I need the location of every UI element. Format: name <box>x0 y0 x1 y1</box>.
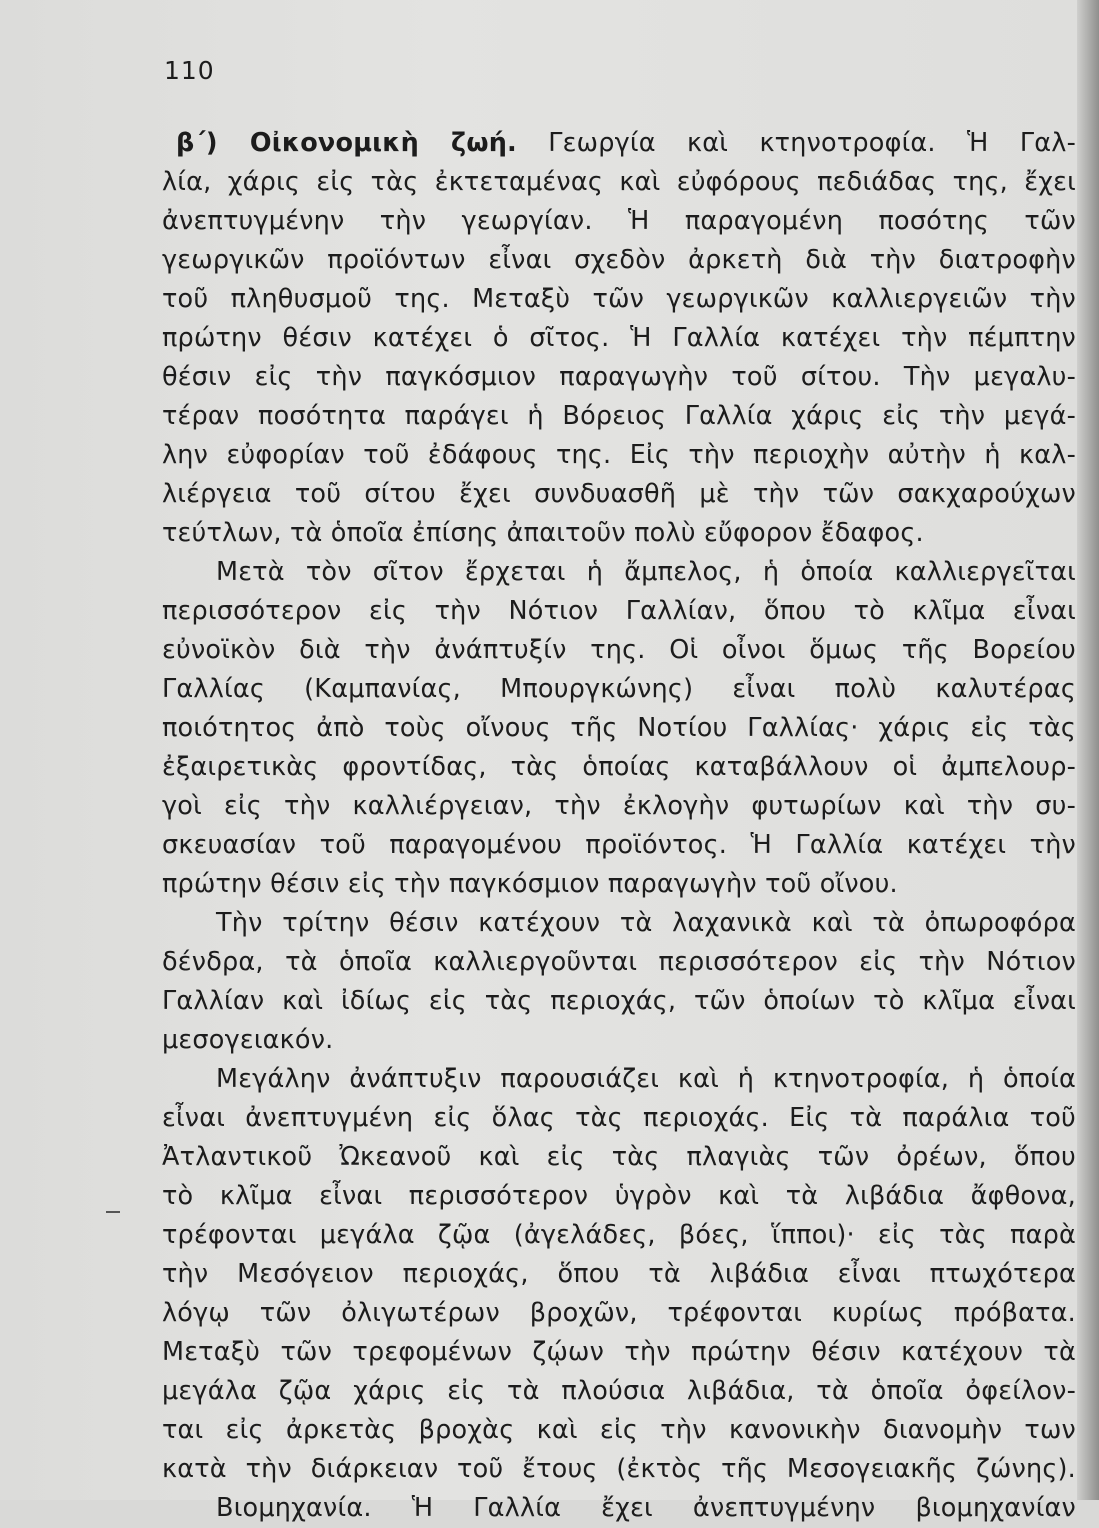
text-line: εὐνοϊκὸν διὰ τὴν ἀνάπτυξίν της. Οἱ οἶνοι ὅμως τῆς Βορείου <box>162 635 1076 665</box>
text-line: ἀνεπτυγμένην τὴν γεωργίαν. Ἡ παραγομένη ποσότης τῶν <box>162 206 1076 236</box>
text-line: τοῦ πληθυσμοῦ της. Μεταξὺ τῶν γεωργικῶν καλλιεργειῶν τὴν <box>162 284 1076 314</box>
text-line: ται εἰς ἀρκετὰς βροχὰς καὶ εἰς τὴν κανονικὴν διανομὴν των <box>162 1415 1076 1445</box>
margin-mark <box>106 1211 120 1213</box>
text-line: δένδρα, τὰ ὁποῖα καλλιεργοῦνται περισσότερον εἰς τὴν Νότιον <box>162 947 1076 977</box>
text-line: Γαλλίας (Καμπανίας, Μπουργκώνης) εἶναι πολὺ καλυτέρας <box>162 674 1076 704</box>
text-line: γεωργικῶν προϊόντων εἶναι σχεδὸν ἀρκετὴ διὰ τὴν διατροφὴν <box>162 245 1076 275</box>
text-line: Τὴν τρίτην θέσιν κατέχουν τὰ λαχανικὰ καὶ τὰ ὀπωροφόρα <box>216 908 1076 938</box>
text-line: γοὶ εἰς τὴν καλλιέργειαν, τὴν ἐκλογὴν φυτωρίων καὶ τὴν συ- <box>162 791 1076 821</box>
text-line: Ἀτλαντικοῦ Ὠκεανοῦ καὶ εἰς τὰς πλαγιὰς τῶν ὀρέων, ὅπου <box>162 1142 1076 1172</box>
text-line: θέσιν εἰς τὴν παγκόσμιον παραγωγὴν τοῦ σίτου. Τὴν μεγαλυ- <box>162 362 1076 392</box>
text-line: κατὰ τὴν διάρκειαν τοῦ ἔτους (ἐκτὸς τῆς Μεσογειακῆς ζώνης). <box>162 1454 1076 1484</box>
text-line: Βιομηχανία. Ἡ Γαλλία ἔχει ἀνεπτυγμένην βιομηχανίαν <box>216 1493 1076 1523</box>
text-line: λην εὐφορίαν τοῦ ἐδάφους της. Εἰς τὴν περιοχὴν αὐτὴν ἡ καλ- <box>162 440 1076 470</box>
text-line: Γαλλίαν καὶ ἰδίως εἰς τὰς περιοχάς, τῶν ὁποίων τὸ κλῖμα εἶναι <box>162 986 1076 1016</box>
text-line: τρέφονται μεγάλα ζῷα (ἀγελάδες, βόες, ἵπποι)· εἰς τὰς παρὰ <box>162 1220 1076 1250</box>
text-line: τεύτλων, τὰ ὁποῖα ἐπίσης ἀπαιτοῦν πολὺ εὔφορον ἔδαφος. <box>162 518 924 548</box>
page-number: 110 <box>164 56 215 85</box>
text-line: Μεταξὺ τῶν τρεφομένων ζῴων τὴν πρώτην θέσιν κατέχουν τὰ <box>162 1337 1076 1367</box>
text-line: τέραν ποσότητα παράγει ἡ Βόρειος Γαλλία χάρις εἰς τὴν μεγά- <box>162 401 1076 431</box>
text-line: ἐξαιρετικὰς φροντίδας, τὰς ὁποίας καταβάλλουν οἱ ἀμπελουρ- <box>162 752 1076 782</box>
text-line: λία, χάρις εἰς τὰς ἐκτεταμένας καὶ εὐφόρους πεδιάδας της, ἔχει <box>162 167 1076 197</box>
section-heading: β΄) Οἰκονομικὴ ζωή. <box>176 128 517 158</box>
text-line: λόγῳ τῶν ὀλιγωτέρων βροχῶν, τρέφονται κυρίως πρόβατα. <box>162 1298 1076 1328</box>
text-line: πρώτην θέσιν εἰς τὴν παγκόσμιον παραγωγὴν τοῦ οἴνου. <box>162 869 898 899</box>
text-line: ποιότητος ἀπὸ τοὺς οἴνους τῆς Νοτίου Γαλλίας· χάρις εἰς τὰς <box>162 713 1076 743</box>
text-line: λιέργεια τοῦ σίτου ἔχει συνδυασθῆ μὲ τὴν τῶν σακχαρούχων <box>162 479 1076 509</box>
text-line: πρώτην θέσιν κατέχει ὁ σῖτος. Ἡ Γαλλία κατέχει τὴν πέμπτην <box>162 323 1076 353</box>
text-line: β΄) Οἰκονομικὴ ζωή. Γεωργία καὶ κτηνοτροφία. Ἡ Γαλ- <box>176 128 1076 158</box>
text-line: Μεγάλην ἀνάπτυξιν παρουσιάζει καὶ ἡ κτηνοτροφία, ἡ ὁποία <box>216 1064 1076 1094</box>
text-line: τὴν Μεσόγειον περιοχάς, ὅπου τὰ λιβάδια εἶναι πτωχότερα <box>162 1259 1076 1289</box>
text-line: τὸ κλῖμα εἶναι περισσότερον ὑγρὸν καὶ τὰ λιβάδια ἄφθονα, <box>162 1181 1076 1211</box>
body-text <box>162 124 1076 1528</box>
text-line: σκευασίαν τοῦ παραγομένου προϊόντος. Ἡ Γαλλία κατέχει τὴν <box>162 830 1076 860</box>
text-line: Μετὰ τὸν σῖτον ἔρχεται ἡ ἄμπελος, ἡ ὁποία καλλιεργεῖται <box>216 557 1076 587</box>
book-spine-shadow <box>1077 0 1099 1500</box>
text-line: εἶναι ἀνεπτυγμένη εἰς ὅλας τὰς περιοχάς. Εἰς τὰ παράλια τοῦ <box>162 1103 1076 1133</box>
text-line: μεσογειακόν. <box>162 1025 334 1055</box>
text-line: περισσότερον εἰς τὴν Νότιον Γαλλίαν, ὅπου τὸ κλῖμα εἶναι <box>162 596 1076 626</box>
text-line: μεγάλα ζῷα χάρις εἰς τὰ πλούσια λιβάδια, τὰ ὁποῖα ὀφείλον- <box>162 1376 1076 1406</box>
